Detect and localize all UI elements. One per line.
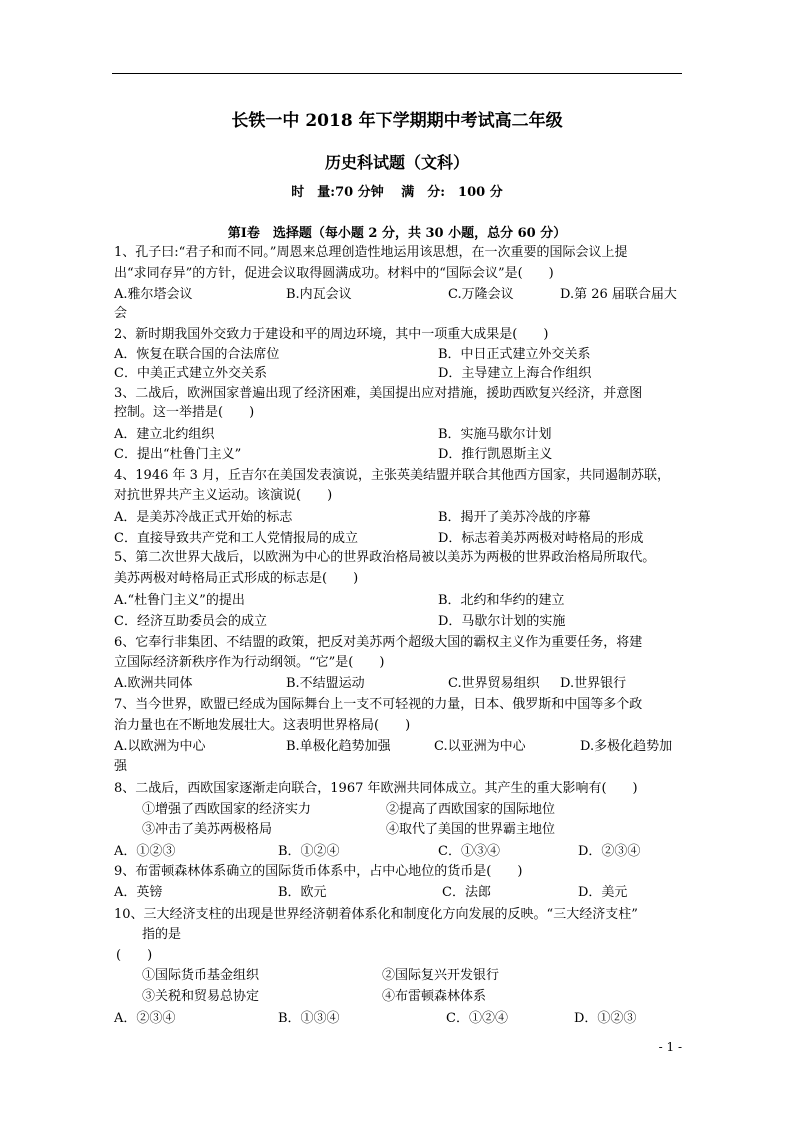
option-3a: A．建立北约组织: [114, 427, 215, 442]
question-3-text: 3、二战后，欧洲国家普遍出现了经济困难，美国提出应对措施，援助西欧复兴经济，并意图: [114, 386, 643, 401]
question-4-text: 对抗世界共产主义运动。该演说( ): [114, 488, 333, 503]
option-1b: B.内瓦会议: [286, 287, 352, 302]
option-7b: B.单极化趋势加强: [286, 739, 391, 754]
option-6a: A.欧洲共同体: [114, 676, 193, 691]
answer-blank: ( ): [116, 948, 153, 963]
option-8c: C．①③④: [438, 844, 500, 859]
option-8d: D．②③④: [578, 844, 641, 859]
statement-8-3: ③冲击了美苏两极格局: [142, 822, 273, 837]
option-6d: D.世界银行: [560, 676, 627, 691]
option-2b: B．中日正式建立外交关系: [438, 347, 591, 362]
statement-8-4: ④取代了美国的世界霸主地位: [386, 822, 556, 837]
question-7-text: 7、当今世界，欧盟已经成为国际舞台上一支不可轻视的力量，日本、俄罗斯和中国等多个政: [114, 697, 643, 712]
question-8-text: 8、二战后，西欧国家逐渐走向联合，1967 年欧洲共同体成立。其产生的重大影响有( ): [114, 781, 638, 796]
option-9a: A．英镑: [114, 885, 163, 900]
option-8a: A．①②③: [114, 844, 176, 859]
option-2d: D．主导建立上海合作组织: [438, 366, 592, 381]
option-9c: C．法郎: [442, 885, 491, 900]
option-10a: A．②③④: [114, 1011, 176, 1026]
option-1d: D.第 26 届联合届大: [560, 287, 677, 302]
option-9b: B．欧元: [278, 885, 327, 900]
option-10d: D．①②③: [574, 1011, 637, 1026]
option-9d: D．美元: [578, 885, 628, 900]
section-title: 第Ⅰ卷 选择题（每小题 2 分，共 30 小题，总分 60 分）: [227, 226, 567, 241]
option-6b: B.不结盟运动: [286, 676, 365, 691]
header-rule: [112, 73, 682, 74]
option-7c: C.以亚洲为中心: [434, 739, 526, 754]
option-2a: A．恢复在联合国的合法席位: [114, 347, 280, 362]
question-2-text: 2、新时期我国外交致力于建设和平的周边环境，其中一项重大成果是( ): [114, 327, 549, 342]
option-5a: A.“杜鲁门主义”的提出: [114, 593, 245, 608]
option-3d: D．推行凯恩斯主义: [438, 447, 553, 462]
statement-10-1: ①国际货币基金组织: [142, 968, 260, 983]
option-4a: A．是美苏冷战正式开始的标志: [114, 510, 293, 525]
statement-10-2: ②国际复兴开发银行: [382, 968, 500, 983]
option-5d: D．马歇尔计划的实施: [438, 614, 566, 629]
question-5-text: 美苏两极对峙格局正式形成的标志是( ): [114, 571, 359, 586]
option-7d: D.多极化趋势加: [580, 739, 673, 754]
question-10-text: 10、三大经济支柱的出现是世界经济朝着体系化和制度化方向发展的反映。“三大经济支柱”: [114, 907, 638, 922]
question-7-text: 治力量也在不断地发展壮大。这表明世界格局( ): [114, 718, 411, 733]
exam-meta: 时 量:70 分钟 满 分: 100 分: [291, 185, 503, 200]
option-4c: C．直接导致共产党和工人党情报局的成立: [114, 531, 358, 546]
question-5-text: 5、第二次世界大战后，以欧洲为中心的世界政治格局被以美苏为两极的世界政治格局所取代。: [114, 550, 656, 565]
statement-8-1: ①增强了西欧国家的经济实力: [142, 802, 312, 817]
option-5b: B．北约和华约的建立: [438, 593, 565, 608]
question-10-text: 指的是: [142, 927, 182, 942]
question-1-text: 出“求同存异”的方针，促进会议取得圆满成功。材料中的“国际会议”是( ): [114, 266, 554, 281]
option-2c: C．中美正式建立外交关系: [114, 366, 267, 381]
exam-title: 长铁一中 2018 年下学期期中考试高二年级: [231, 111, 563, 131]
question-4-text: 4、1946 年 3 月，丘吉尔在美国发表演说，主张英美结盟并联合其他西方国家，共同遏制苏联，: [114, 468, 671, 483]
option-1d-cont: 会: [114, 306, 128, 321]
option-5c: C．经济互助委员会的成立: [114, 614, 267, 629]
option-10c: C．①②④: [446, 1011, 508, 1026]
statement-10-4: ④布雷顿森林体系: [382, 989, 487, 1004]
option-4d: D．标志着美苏两极对峙格局的形成: [438, 531, 644, 546]
question-1-text: 1、孔子曰:“君子和而不同。”周恩来总理创造性地运用该思想，在一次重要的国际会议上提: [114, 245, 628, 260]
option-3c: C．提出“杜鲁门主义”: [114, 447, 242, 462]
exam-subtitle: 历史科试题（文科）: [324, 153, 469, 172]
option-3b: B．实施马歇尔计划: [438, 427, 552, 442]
question-9-text: 9、布雷顿森林体系确立的国际货币体系中，占中心地位的货币是( ): [114, 864, 523, 879]
option-4b: B．揭开了美苏冷战的序幕: [438, 510, 591, 525]
option-6c: C.世界贸易组织: [448, 676, 540, 691]
question-6-text: 立国际经济新秩序作为行动纲领。“它”是( ): [114, 655, 385, 670]
page-number: - 1 -: [658, 1040, 682, 1054]
statement-10-3: ③关税和贸易总协定: [142, 989, 260, 1004]
option-8b: B．①②④: [278, 844, 340, 859]
option-7d-cont: 强: [114, 759, 128, 774]
option-1a: A.雅尔塔会议: [114, 287, 193, 302]
option-7a: A.以欧洲为中心: [114, 739, 206, 754]
option-10b: B．①③④: [278, 1011, 340, 1026]
question-3-text: 控制。这一举措是( ): [114, 405, 255, 420]
option-1c: C.万隆会议: [448, 287, 514, 302]
question-6-text: 6、它奉行非集团、不结盟的政策，把反对美苏两个超级大国的霸权主义作为重要任务，将建: [114, 635, 643, 650]
statement-8-2: ②提高了西欧国家的国际地位: [386, 802, 556, 817]
